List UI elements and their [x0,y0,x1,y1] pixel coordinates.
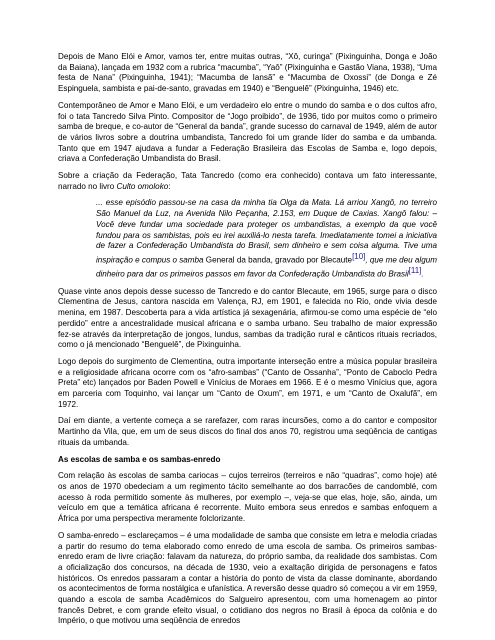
paragraph-8: O samba-enredo – esclareçamos – é uma modalidade de samba que consiste em letra e melodia criadas a partir do resumo do tema elaborado como enredo de uma escola de samba. Os primeiros sambas-enredo eram de livre criação: falavam da natureza, do próprio samba, da realidade dos sambistas. Com a oficialização dos concursos, na década de 1930, veio a exaltação dirigida de personagens e fatos históricos. Os enredos passaram a contar a história do ponto de vista da classe dominante, abordando os acontecimentos de forma nostálgica e ufanística. A reversão desse quadro só começou a vir em 1959, quando a escola de samba Acadêmicos do Salgueiro apresentou, com uma homenagem ao pintor francês Debret, e com grande efeito visual, o cotidiano dos negros no Brasil à época da colônia e do Império, o que motivou uma seqüência de enredos [58,530,437,626]
block-quote [96,198,437,280]
paragraph-2: Contemporâneo de Amor e Mano Elói, e um verdadeiro elo entre o mundo do samba e o dos cultos afro, foi o tata Tancredo Silva Pinto. Compositor de “Jogo proibido”, de 1936, tido por muitos como o primeiro samba de breque, e co-autor de “General da banda”, grande sucesso do carnaval de 1949, além de autor de vários livros sobre a doutrina umbandista, Tancredo foi um grande líder do samba e da umbanda. Tanto que em 1947 ajudava a fundar a Federação Brasileira das Escolas de Samba e, logo depois, criava a Confederação Umbandista do Brasil. [58,100,437,164]
quote-recorded-by: , gravado por Blecaute [270,255,353,265]
quote-samba-title: General da banda [205,255,271,265]
paragraph-3-end: : [168,181,171,191]
paragraph-7: Com relação às escolas de samba cariocas – cujos terreiros (terreiros e não “quadras”, como hoje) até os anos de 1970 obedeciam a um regimento tácito semelhante ao dos barracões de candomblé, com acesso à roda permitido somente às mulheres, por exemplo –, veja-se que elas, hoje, são, ainda, um veículo em que a temática africana é recorrente. Muito embora seus enredos e sambas enfoquem a África por uma perspectiva meramente folclorizante. [58,471,437,524]
footnote-ref-10[interactable]: [10] [352,251,366,261]
footnote-ref-11[interactable]: [11] [408,266,422,276]
quote-end: . [421,270,424,280]
paragraph-3 [58,171,437,192]
paragraph-3-text: Sobre a criação da Federação, Tata Tancredo (como era conhecido) contava um fato interessante, narrado no livro [58,171,437,191]
section-heading: As escolas de samba e os sambas-enredo [58,454,221,464]
paragraph-6: Daí em diante, a vertente começa a se rarefazer, com raras incursões, como a do cantor e compositor Martinho da Vila, que, em um de seus discos do final dos anos 70, registrou uma seqüência de cantigas rituais da umbanda. [58,416,437,447]
book-title: Culto omoloko [116,181,169,191]
quote-text-continued: , que me deu algum dinheiro para dar os primeiros passos em favor da Confederação Umbandista do Brasil [96,255,437,280]
paragraph-1: Depois de Mano Elói e Amor, vamos ter, entre muitas outras, “Xô, curinga” (Pixinguinha, Donga e João da Baiana), lançada em 1932 com a rubrica “macumba”, “Yaô” (Pixinguinha e Gastão Viana, 1938), “Uma festa de Nana” (Pixinguinha, 1941); “Macumba de Iansã” e “Macumba de Oxossi” (de Donga e Zé Espinguela, sambista e pai-de-santo, gravadas em 1940) e “Benguelê” (Pixinguinha, 1946) etc. [58,52,437,94]
paragraph-5: Logo depois do surgimento de Clementina, outra importante interseção entre a música popular brasileira e a religiosidade africana ocorre com os “afro-sambas” (“Canto de Ossanha”, “Ponto de Caboclo Pedra Preta” etc) lançados por Baden Powell e Vinícius de Moraes em 1966. E é o mesmo Vinícius que, agora em parceria com Toquinho, vai lançar um “Canto de Oxum”, em 1971, e um “Canto de Oxalufã”, em 1972. [58,356,437,409]
paragraph-4: Quase vinte anos depois desse sucesso de Tancredo e do cantor Blecaute, em 1965, surge para o disco Clementina de Jesus, cantora nascida em Valença, RJ, em 1901, e falecida no Rio, onde vivia desde menina, em 1987. Descoberta para a vida artística já sexagenária, afirmou-se como uma espécie de “elo perdido” entre a ancestralidade musical africana e o samba urbano. Seu trabalho de maior expressão fez-se através da interpretação de jongos, lundus, sambas da tradição rural e cânticos rituais recriados, como o já mencionado “Benguelê”, de Pixinguinha. [58,286,437,350]
quote-text: ... esse episódio passou-se na casa da minha tia Olga da Mata. Lá arriou Xangô, no terreiro São Manuel da Luz, na Avenida Nilo Peçanha, 2.153, em Duque de Caxias. Xangô falou: – Você deve fundar uma sociedade para proteger os umbandistas, a exemplo da que você fundou para os sambistas, pois eu irei auxiliá-lo nesta tarefa. Imediatamente tomei a iniciativa de fazer a Confederação Umbandista do Brasil, sem dinheiro e sem coisa alguma. Tive uma inspiração e compus o samba [96,198,437,265]
